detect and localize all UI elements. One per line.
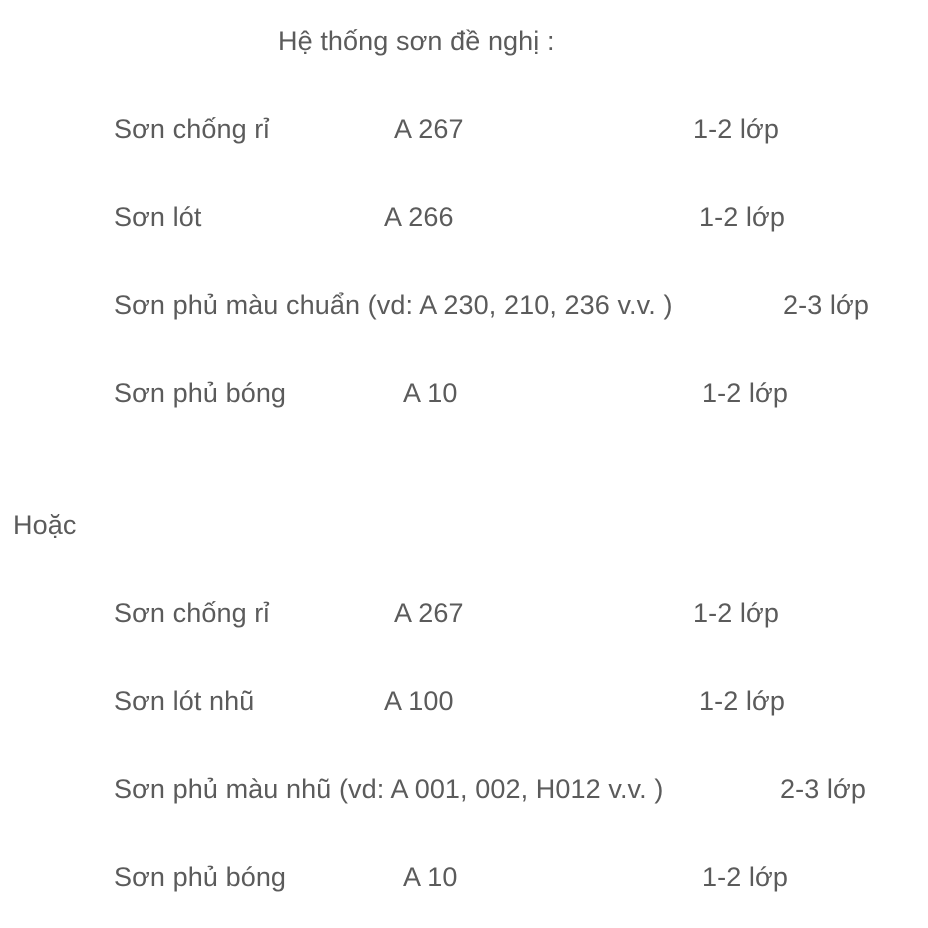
coat-name: Sơn lót [114,202,202,232]
coat-count: 1-2 lớp [702,862,788,892]
coat-name: Sơn phủ màu nhũ (vd: A 001, 002, H012 v.v. ) [114,774,664,804]
coat-count: 1-2 lớp [699,686,785,716]
coat-count: 2-3 lớp [783,290,869,320]
product-code: A 10 [403,862,458,892]
coat-name: Sơn chống rỉ [114,114,270,144]
or-separator: Hoặc [13,510,77,540]
coat-count: 1-2 lớp [693,598,779,628]
product-code: A 266 [384,202,454,232]
product-code: A 100 [384,686,454,716]
document-title: Hệ thống sơn đề nghị : [278,26,555,56]
coat-name: Sơn lót nhũ [114,686,255,716]
coat-name: Sơn phủ màu chuẩn (vd: A 230, 210, 236 v.v. ) [114,290,673,320]
coat-count: 2-3 lớp [780,774,866,804]
coat-name: Sơn phủ bóng [114,862,287,892]
coat-count: 1-2 lớp [693,114,779,144]
coat-count: 1-2 lớp [699,202,785,232]
coat-name: Sơn chống rỉ [114,598,270,628]
product-code: A 10 [403,378,458,408]
coat-name: Sơn phủ bóng [114,378,287,408]
coat-count: 1-2 lớp [702,378,788,408]
product-code: A 267 [394,598,464,628]
product-code: A 267 [394,114,464,144]
